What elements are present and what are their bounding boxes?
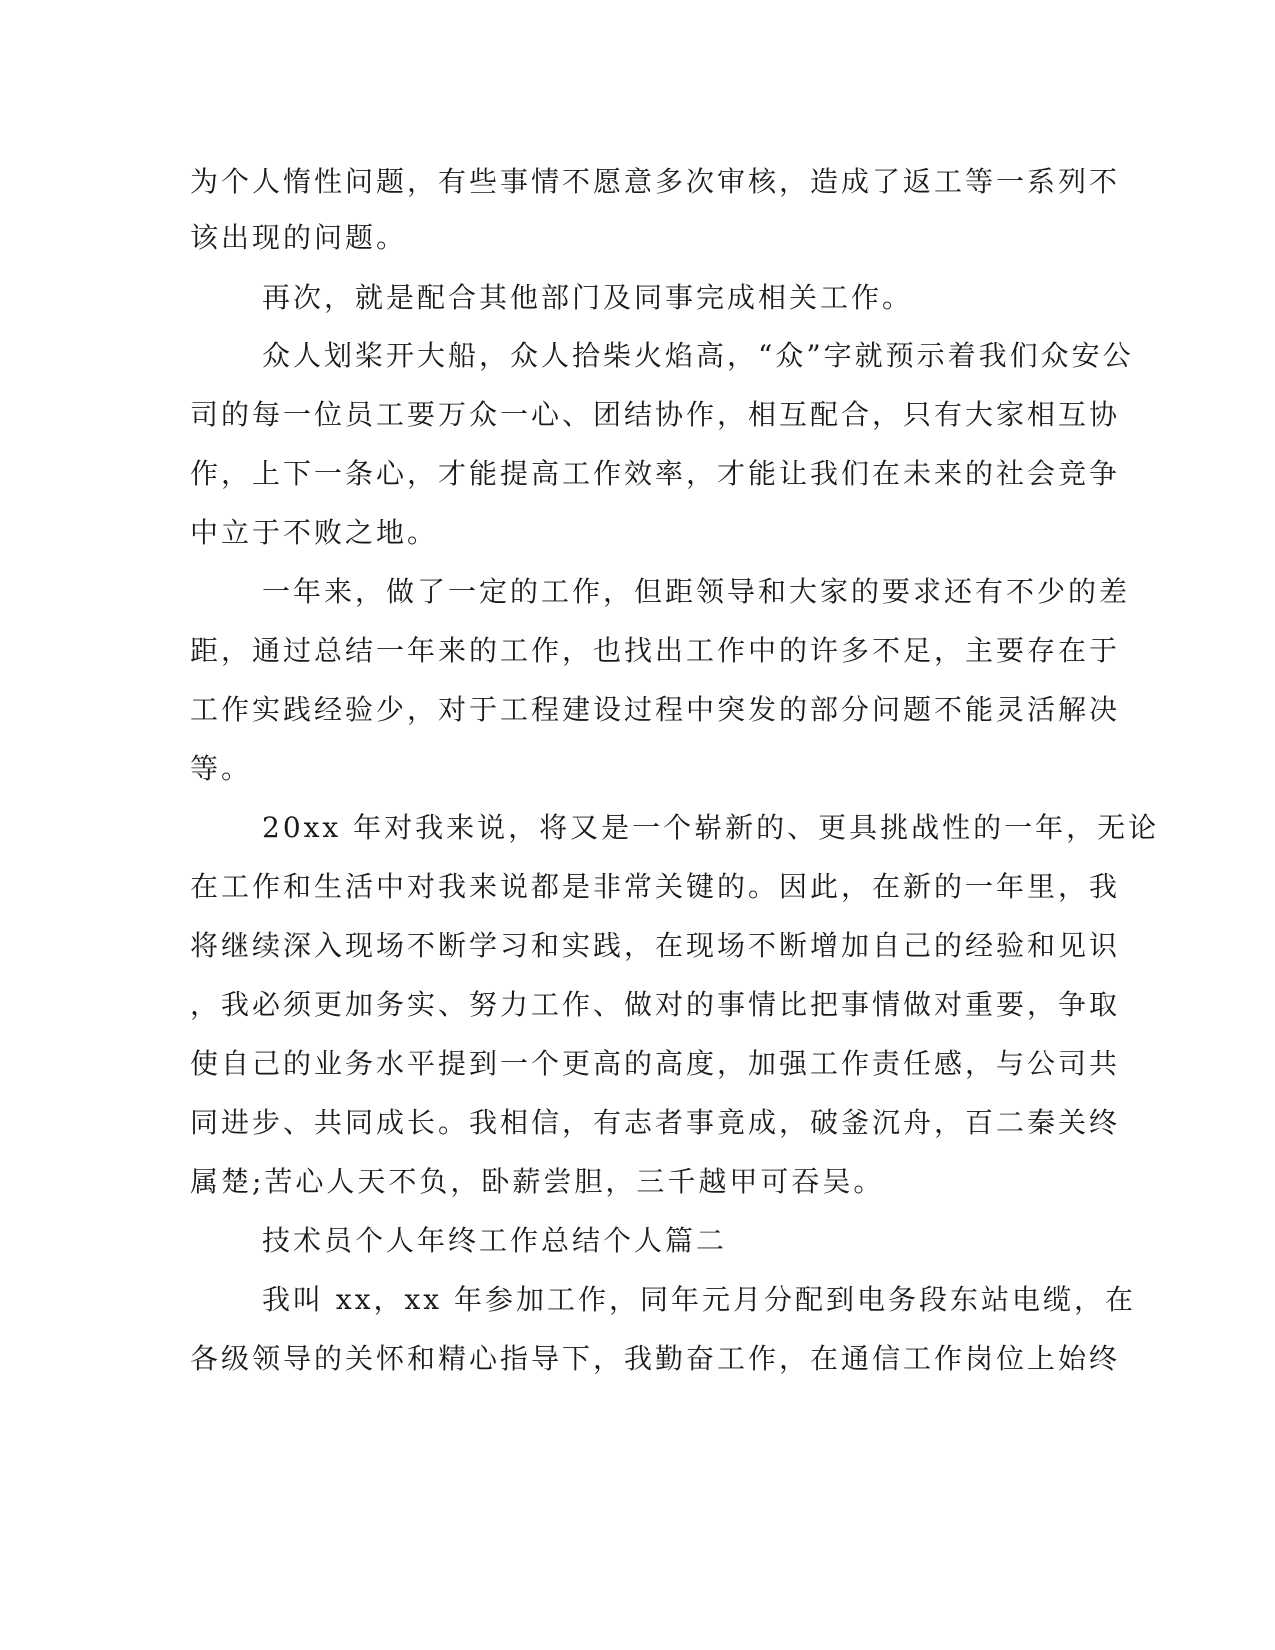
text-line: 在工作和生活中对我来说都是非常关键的。因此，在新的一年里，我 (190, 870, 1121, 903)
text-line: 工作实践经验少，对于工程建设过程中突发的部分问题不能灵活解决 (190, 693, 1121, 726)
text-line: 等。 (190, 752, 253, 785)
paragraph-start: 一年来，做了一定的工作，但距领导和大家的要求还有不少的差 (262, 575, 1131, 608)
text-line: 同进步、共同成长。我相信，有志者事竟成，破釜沉舟，百二秦关终 (190, 1106, 1121, 1139)
text-line: ，我必须更加务实、努力工作、做对的事情比把事情做对重要，争取 (190, 988, 1121, 1021)
section-heading: 技术员个人年终工作总结个人篇二 (262, 1224, 728, 1257)
text-line: 司的每一位员工要万众一心、团结协作，相互配合，只有大家相互协 (190, 398, 1121, 431)
paragraph-start: 众人划桨开大船，众人拾柴火焰高，“众”字就预示着我们众安公 (262, 339, 1134, 372)
text-line: 属楚;苦心人天不负，卧薪尝胆，三千越甲可吞吴。 (190, 1165, 885, 1198)
paragraph-start: 20xx 年对我来说，将又是一个崭新的、更具挑战性的一年，无论 (262, 811, 1160, 844)
text-line: 各级领导的关怀和精心指导下，我勤奋工作，在通信工作岗位上始终 (190, 1342, 1121, 1375)
paragraph-start: 再次，就是配合其他部门及同事完成相关工作。 (262, 281, 914, 314)
paragraph-start: 我叫 xx，xx 年参加工作，同年元月分配到电务段东站电缆，在 (262, 1283, 1136, 1316)
text-line: 为个人惰性问题，有些事情不愿意多次审核，造成了返工等一系列不 (190, 165, 1121, 198)
text-line: 中立于不败之地。 (190, 516, 439, 549)
text-line: 该出现的问题。 (190, 221, 408, 254)
text-line: 使自己的业务水平提到一个更高的高度，加强工作责任感，与公司共 (190, 1047, 1121, 1080)
text-line: 将继续深入现场不断学习和实践，在现场不断增加自己的经验和见识 (190, 929, 1121, 962)
text-line: 作，上下一条心，才能提高工作效率，才能让我们在未来的社会竞争 (190, 457, 1121, 490)
text-line: 距，通过总结一年来的工作，也找出工作中的许多不足，主要存在于 (190, 634, 1121, 667)
